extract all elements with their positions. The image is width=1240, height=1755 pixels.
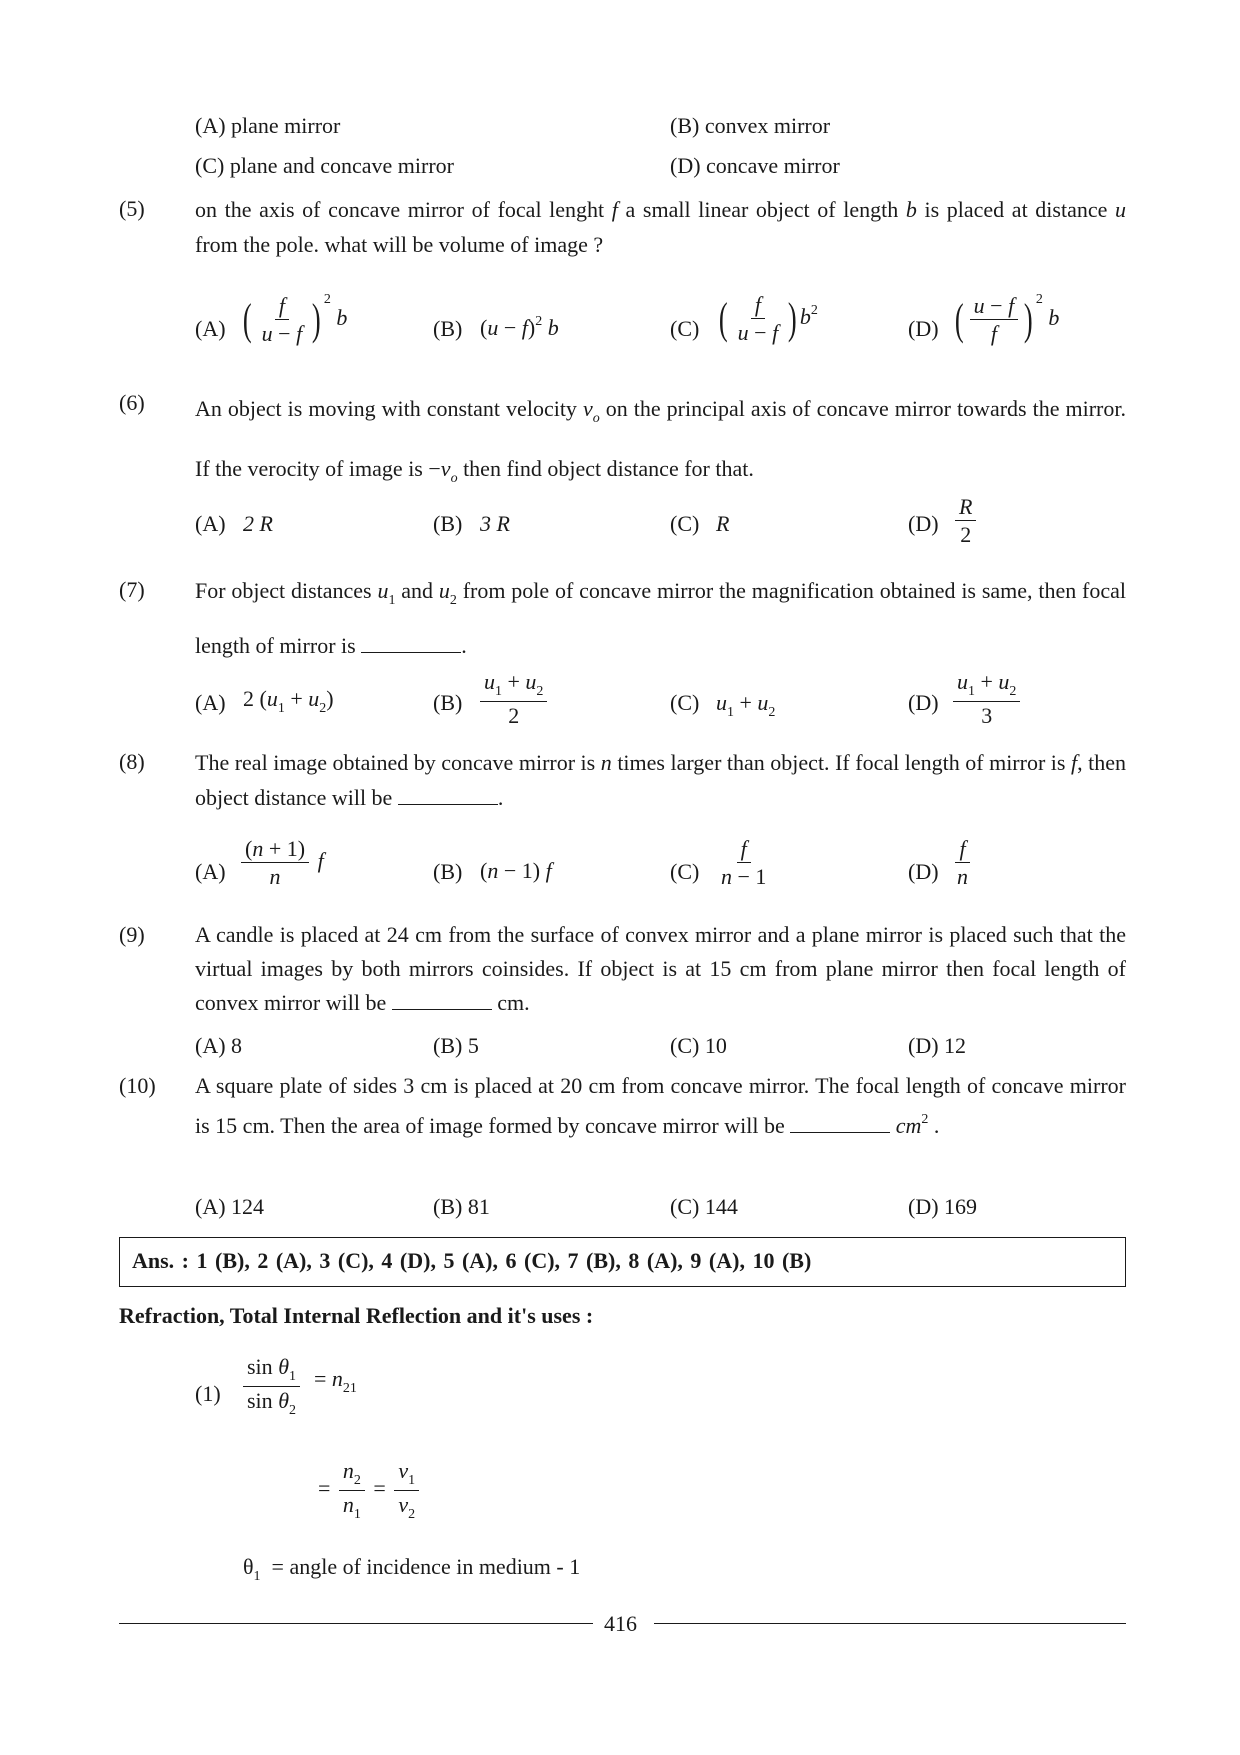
q8-option-d-label: (D) [908,859,939,884]
q4-option-b: (B) convex mirror [670,113,831,138]
q5-option-b-formula: $(u - f)^2$ b [480,314,559,340]
q6-option-d-formula: $\frac{R}{2}$ [952,494,979,548]
q6-option-c-value: R [716,511,730,536]
q8-option-a-formula: $\frac{(n + 1)}{n}$ f [238,836,324,890]
q5-option-d-formula: ( $\frac{u - f}{f}$ ) $^2$ b [954,292,1060,347]
q8-option-b-label: (B) [433,859,463,884]
q7-option-d-formula: $\frac{u_1 + u_2}{3}$ [950,669,1023,728]
q4-option-c: (C) plane and concave mirror [195,153,454,178]
section-title: Refraction, Total Internal Reflection and it's uses : [119,1303,594,1328]
q8-text: The real image obtained by concave mirror is n times larger than object. If focal length of mirror is f, then object distance will be . [195,750,1127,810]
q10-number: (10) [119,1073,156,1098]
q9-number: (9) [119,922,145,947]
q6-option-b-value: 3 R [480,511,510,536]
q7-option-a-formula: 2 $(u_1 + u_2)$ [243,686,334,716]
q6-option-a-label: (A) [195,511,226,536]
q4-option-a: (A) plane mirror [195,113,341,138]
q4-option-d: (D) concave mirror [670,153,840,178]
snell-law-formula: $\frac{\sin \theta_1}{\sin \theta_2}$ = $n_{21}$ [240,1354,357,1419]
footer-rule-right [654,1623,1126,1624]
q7-option-d-label: (D) [908,690,939,715]
q10-option-b: (B) 81 [433,1194,490,1219]
q7-option-b-formula: $\frac{u_1 + u_2}{2}$ [477,669,550,728]
q5-text: on the axis of concave mirror of focal lenght f a small linear object of length b is placed at distance u from the pole. what will be volume of image ? [195,197,1127,257]
q8-option-b-formula: (n − 1) f [480,858,552,883]
q8-option-c-label: (C) [670,859,700,884]
q7-number: (7) [119,577,145,602]
q6-option-d-label: (D) [908,511,939,536]
q10-option-d: (D) 169 [908,1194,978,1219]
q7-option-c-label: (C) [670,690,700,715]
q5-option-a-formula: ( $\frac{f}{u - f}$ ) $^2$ b [242,292,348,347]
q5-option-c-formula: ( $\frac{f}{u - f}$ ) $b^2$ [718,292,818,346]
q5-option-c-label: (C) [670,316,700,341]
q8-option-d-formula: $\frac{f}{n}$ [957,836,968,890]
q6-text: An object is moving with constant velocity $v_o$ on the principal axis of concave mirror towards the mirror. If the verocity of image is $-v_o$ then find object distance for that. [195,396,1126,486]
q9-option-c: (C) 10 [670,1033,727,1058]
page-number: 416 [604,1611,637,1636]
q7-text: For object distances $u_1$ and $u_2$ from pole of concave mirror the magnification obtained is same, then focal length of mirror is . [195,578,1127,658]
q7-option-a-label: (A) [195,690,226,715]
refractive-index-ratio-formula: = $\frac{n_2}{n_1}$ = $\frac{v_1}{v_2}$ [318,1458,422,1523]
q6-option-c-label: (C) [670,511,700,536]
q5-option-a-label: (A) [195,316,226,341]
q8-option-c-formula: $\frac{f}{n - 1}$ [721,836,767,890]
q9-text: A candle is placed at 24 cm from the surface of convex mirror and a plane mirror is placed such that the virtual images by both mirrors coinsides. If object is at 15 cm from plane mirror then focal length of convex mirror will be cm. [195,922,1126,1015]
q5-number: (5) [119,196,145,221]
q5-option-b-label: (B) [433,316,463,341]
q9-option-d: (D) 12 [908,1033,967,1058]
answer-key-text: Ans. : 1 (B), 2 (A), 3 (C), 4 (D), 5 (A), 6 (C), 7 (B), 8 (A), 9 (A), 10 (B) [132,1248,812,1273]
q10-text: A square plate of sides 3 cm is placed at 20 cm from concave mirror. The focal length of concave mirror is 15 cm. Then the area of image formed by concave mirror will be $cm^2$ . [195,1073,1126,1138]
q6-number: (6) [119,390,145,415]
footer-rule-left [119,1623,593,1624]
q5-option-d-label: (D) [908,316,939,341]
q9-option-b: (B) 5 [433,1033,479,1058]
q8-number: (8) [119,749,145,774]
q10-option-c: (C) 144 [670,1194,738,1219]
q9-option-a: (A) 8 [195,1033,243,1058]
q7-option-b-label: (B) [433,690,463,715]
theta-definition: $\theta_1$ = angle of incidence in medium - 1 [243,1554,581,1584]
q6-option-b-label: (B) [433,511,463,536]
q8-option-a-label: (A) [195,859,226,884]
q10-option-a: (A) 124 [195,1194,265,1219]
q6-option-a-value: 2 R [243,511,273,536]
answer-key-box [119,1237,1126,1287]
q7-option-c-formula: $u_1 + u_2$ [716,690,776,720]
formula-number: (1) [195,1381,221,1406]
